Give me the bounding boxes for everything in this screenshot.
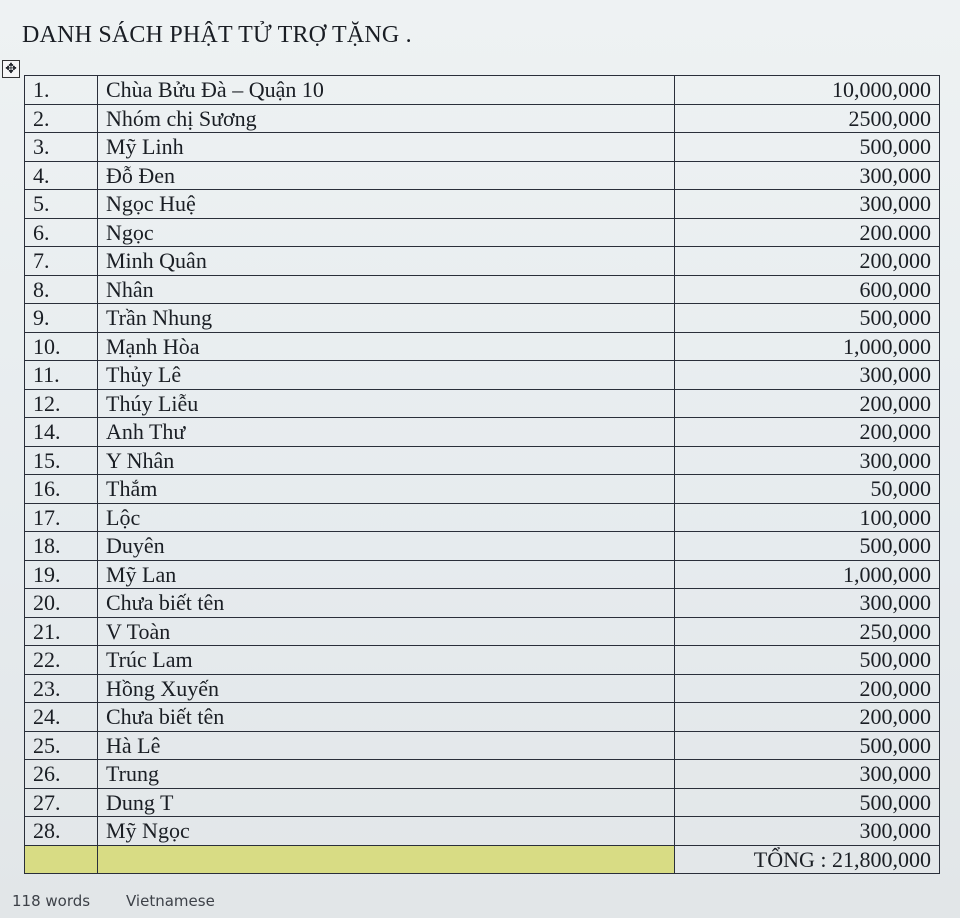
- table-row: [25, 617, 940, 646]
- total-row: [25, 845, 940, 874]
- row-number[interactable]: 18.: [25, 532, 98, 561]
- donor-name[interactable]: Thúy Liễu: [98, 389, 675, 418]
- row-number[interactable]: 4.: [25, 161, 98, 190]
- donor-name[interactable]: Lộc: [98, 503, 675, 532]
- table-row: [25, 788, 940, 817]
- donation-amount[interactable]: 500,000: [675, 532, 940, 561]
- row-number[interactable]: 27.: [25, 788, 98, 817]
- table-row: [25, 817, 940, 846]
- row-number[interactable]: 21.: [25, 617, 98, 646]
- row-number[interactable]: 2.: [25, 104, 98, 133]
- row-number[interactable]: 17.: [25, 503, 98, 532]
- table-row: [25, 532, 940, 561]
- donor-name[interactable]: Trần Nhung: [98, 304, 675, 333]
- row-number[interactable]: 8.: [25, 275, 98, 304]
- donor-name[interactable]: Trung: [98, 760, 675, 789]
- language-indicator[interactable]: Vietnamese: [126, 892, 215, 910]
- donor-name[interactable]: Minh Quân: [98, 247, 675, 276]
- table-row: [25, 503, 940, 532]
- row-number[interactable]: 16.: [25, 475, 98, 504]
- donation-amount[interactable]: 200,000: [675, 418, 940, 447]
- table-row: [25, 760, 940, 789]
- donor-name[interactable]: Y Nhân: [98, 446, 675, 475]
- donation-amount[interactable]: 200,000: [675, 389, 940, 418]
- total-empty-cell[interactable]: [98, 845, 675, 874]
- donor-name[interactable]: Mỹ Ngọc: [98, 817, 675, 846]
- row-number[interactable]: 28.: [25, 817, 98, 846]
- status-bar: [0, 884, 960, 918]
- donation-amount[interactable]: 300,000: [675, 817, 940, 846]
- table-row: [25, 361, 940, 390]
- donation-amount[interactable]: 2500,000: [675, 104, 940, 133]
- donation-amount[interactable]: 50,000: [675, 475, 940, 504]
- donation-amount[interactable]: 200.000: [675, 218, 940, 247]
- donor-name[interactable]: Ngọc: [98, 218, 675, 247]
- donation-amount[interactable]: 300,000: [675, 589, 940, 618]
- donation-amount[interactable]: 600,000: [675, 275, 940, 304]
- table-row: [25, 446, 940, 475]
- donation-amount[interactable]: 250,000: [675, 617, 940, 646]
- donor-name[interactable]: Hà Lê: [98, 731, 675, 760]
- donor-name[interactable]: Thủy Lê: [98, 361, 675, 390]
- donor-name[interactable]: Trúc Lam: [98, 646, 675, 675]
- donation-amount[interactable]: 200,000: [675, 674, 940, 703]
- row-number[interactable]: 10.: [25, 332, 98, 361]
- donation-amount[interactable]: 300,000: [675, 446, 940, 475]
- table-row: [25, 731, 940, 760]
- donor-name[interactable]: Ngọc Huệ: [98, 190, 675, 219]
- table-row: [25, 389, 940, 418]
- table-move-handle-icon[interactable]: ✥: [2, 60, 20, 78]
- row-number[interactable]: 1.: [25, 76, 98, 105]
- word-count[interactable]: 118 words: [12, 892, 91, 910]
- donor-name[interactable]: Mỹ Linh: [98, 133, 675, 162]
- table-row: [25, 304, 940, 333]
- document-title: DANH SÁCH PHẬT TỬ TRỢ TẶNG .: [22, 22, 412, 48]
- row-number[interactable]: 11.: [25, 361, 98, 390]
- total-empty-cell[interactable]: [25, 845, 98, 874]
- donation-amount[interactable]: 300,000: [675, 361, 940, 390]
- donor-name[interactable]: Chưa biết tên: [98, 703, 675, 732]
- table-row: [25, 674, 940, 703]
- row-number[interactable]: 5.: [25, 190, 98, 219]
- row-number[interactable]: 12.: [25, 389, 98, 418]
- donation-amount[interactable]: 300,000: [675, 190, 940, 219]
- table-row: [25, 560, 940, 589]
- donation-amount[interactable]: 500,000: [675, 133, 940, 162]
- table-row: [25, 76, 940, 105]
- table-row: [25, 332, 940, 361]
- total-amount[interactable]: TỔNG : 21,800,000: [675, 845, 940, 874]
- row-number[interactable]: 14.: [25, 418, 98, 447]
- table-row: [25, 646, 940, 675]
- donation-amount[interactable]: 100,000: [675, 503, 940, 532]
- donation-amount[interactable]: 500,000: [675, 731, 940, 760]
- donation-amount[interactable]: 10,000,000: [675, 76, 940, 105]
- row-number[interactable]: 25.: [25, 731, 98, 760]
- donor-name[interactable]: Dung T: [98, 788, 675, 817]
- row-number[interactable]: 15.: [25, 446, 98, 475]
- donation-amount[interactable]: 500,000: [675, 788, 940, 817]
- table-row: [25, 104, 940, 133]
- table-row: [25, 475, 940, 504]
- donor-name[interactable]: Mạnh Hòa: [98, 332, 675, 361]
- donation-table: [24, 75, 940, 874]
- table-row: [25, 133, 940, 162]
- donation-amount[interactable]: 1,000,000: [675, 560, 940, 589]
- table-row: [25, 161, 940, 190]
- row-number[interactable]: 20.: [25, 589, 98, 618]
- row-number[interactable]: 9.: [25, 304, 98, 333]
- table-row: [25, 190, 940, 219]
- donor-name[interactable]: V Toàn: [98, 617, 675, 646]
- row-number[interactable]: 19.: [25, 560, 98, 589]
- donor-name[interactable]: Duyên: [98, 532, 675, 561]
- donation-amount[interactable]: 200,000: [675, 703, 940, 732]
- donor-name[interactable]: Hồng Xuyến: [98, 674, 675, 703]
- donation-amount[interactable]: 1,000,000: [675, 332, 940, 361]
- donation-amount[interactable]: 300,000: [675, 760, 940, 789]
- donor-name[interactable]: Đỗ Đen: [98, 161, 675, 190]
- table-row: [25, 703, 940, 732]
- row-number[interactable]: 24.: [25, 703, 98, 732]
- table-row: [25, 218, 940, 247]
- row-number[interactable]: 26.: [25, 760, 98, 789]
- donation-amount[interactable]: 300,000: [675, 161, 940, 190]
- table-row: [25, 589, 940, 618]
- table-row: [25, 247, 940, 276]
- donation-amount[interactable]: 500,000: [675, 304, 940, 333]
- donor-name[interactable]: Nhóm chị Sương: [98, 104, 675, 133]
- donor-name[interactable]: Mỹ Lan: [98, 560, 675, 589]
- row-number[interactable]: 6.: [25, 218, 98, 247]
- donor-name[interactable]: Anh Thư: [98, 418, 675, 447]
- donation-amount[interactable]: 500,000: [675, 646, 940, 675]
- donor-name[interactable]: Chùa Bửu Đà – Quận 10: [98, 76, 675, 105]
- donation-amount[interactable]: 200,000: [675, 247, 940, 276]
- row-number[interactable]: 3.: [25, 133, 98, 162]
- row-number[interactable]: 7.: [25, 247, 98, 276]
- table-row: [25, 418, 940, 447]
- donor-name[interactable]: Nhân: [98, 275, 675, 304]
- donor-name[interactable]: Thắm: [98, 475, 675, 504]
- donor-name[interactable]: Chưa biết tên: [98, 589, 675, 618]
- row-number[interactable]: 23.: [25, 674, 98, 703]
- table-row: [25, 275, 940, 304]
- row-number[interactable]: 22.: [25, 646, 98, 675]
